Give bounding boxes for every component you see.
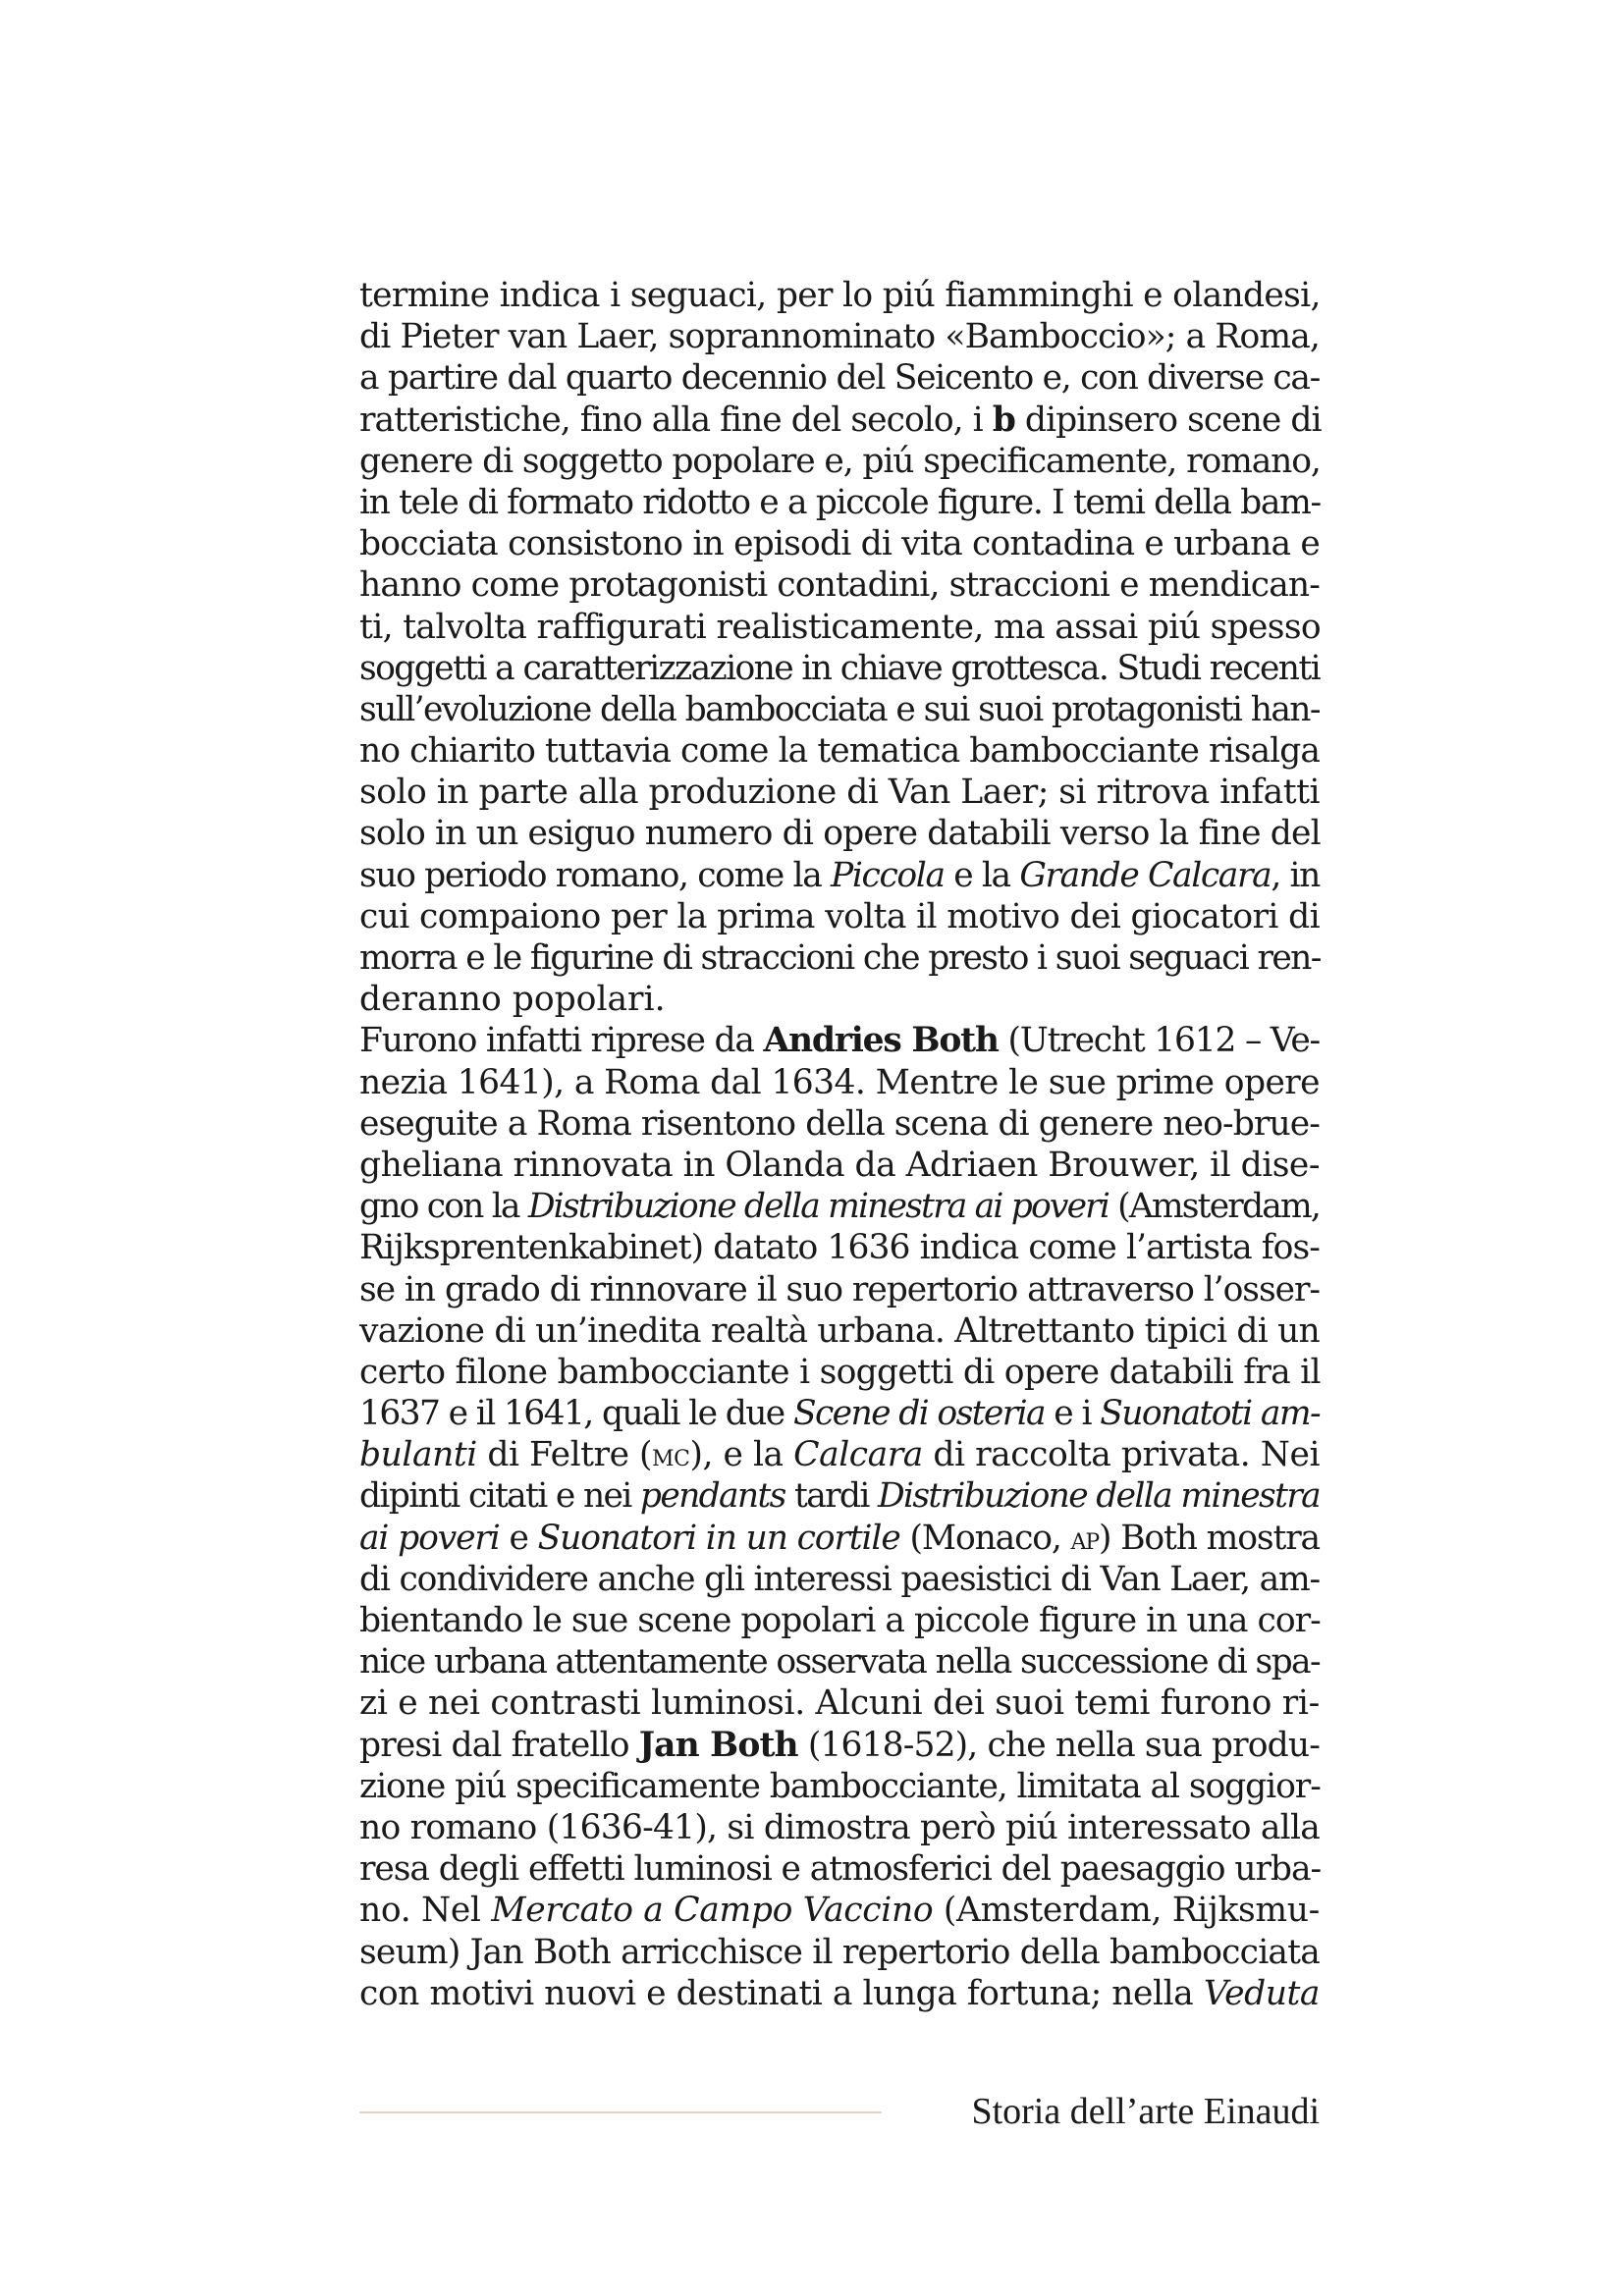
text-run: solo in un esiguo numero di opere databili verso la fine del: [359, 814, 1321, 854]
text-run: di Feltre (: [476, 1435, 653, 1475]
text-line: [359, 1020, 1320, 1061]
text-run: eseguite a Roma risentono della scena di genere neo-brue-: [359, 1103, 1320, 1144]
text-line: [359, 400, 1320, 441]
text-line: [359, 1475, 1320, 1517]
bold-text: Jan Both: [638, 1725, 798, 1765]
text-run: no. Nel: [359, 1891, 492, 1931]
text-line: [359, 1890, 1320, 1931]
text-run: di raccolta privata. Nei: [922, 1435, 1321, 1475]
text-run: (Monaco,: [899, 1518, 1071, 1558]
text-line: [359, 937, 1320, 979]
text-run: termine indica i seguaci, per lo piú fiamminghi e olandesi,: [359, 276, 1321, 315]
text-line: [359, 1725, 1320, 1766]
footer-rule: [359, 2111, 882, 2113]
text-run: ), e la: [689, 1435, 794, 1475]
italic-text: Veduta: [1203, 1973, 1320, 2013]
text-run: vazione di un’inedita realtà urbana. Altrettanto tipici di un: [359, 1310, 1320, 1351]
text-run: zi e nei contrasti luminosi. Alcuni dei suoi temi furono ri-: [359, 1683, 1320, 1724]
italic-text: Piccola: [831, 855, 945, 895]
text-line: [359, 1518, 1320, 1559]
text-line: [359, 1559, 1320, 1600]
text-run: , in: [1271, 855, 1321, 895]
text-line: [359, 730, 1320, 772]
text-line: [359, 1766, 1320, 1807]
text-run: genere di soggetto popolare e, piú specificamente, romano,: [359, 441, 1321, 481]
text-line: [359, 1807, 1320, 1848]
text-line: [359, 607, 1320, 648]
text-line: [359, 1434, 1320, 1475]
footer-title: Storia dell’arte Einaudi: [971, 2091, 1320, 2132]
text-run: (1618-52), che nella sua produ-: [797, 1725, 1320, 1765]
text-run: dipinti citati e nei: [359, 1476, 640, 1517]
text-run: deranno popolari.: [359, 980, 666, 1020]
text-run: soggetti a caratterizzazione in chiave grottesca. Studi recenti: [359, 648, 1321, 688]
text-run: nezia 1641), a Roma dal 1634. Mentre le sue prime opere: [359, 1062, 1320, 1102]
body-text: [359, 275, 1320, 2014]
text-run: no chiarito tuttavia come la tematica bambocciante risalga: [359, 731, 1320, 772]
text-line: [359, 482, 1320, 523]
text-run: nice urbana attentamente osservata nella successione di spa-: [359, 1642, 1320, 1682]
text-run: e: [499, 1518, 538, 1558]
text-run: no romano (1636-41), si dimostra però piú interessato alla: [359, 1807, 1320, 1847]
text-line: [359, 357, 1320, 399]
text-run: con motivi nuovi e destinati a lunga fortuna; nella: [359, 1973, 1204, 2013]
text-run: seum) Jan Both arricchisce il repertorio della bambocciata: [359, 1932, 1320, 1972]
italic-text: Mercato a Campo Vaccino: [491, 1891, 934, 1931]
text-line: [359, 1973, 1320, 2014]
text-run: tardi: [784, 1476, 878, 1517]
text-run: (Amsterdam, Rijksmu-: [933, 1891, 1321, 1931]
text-run: certo filone bambocciante i soggetti di opere databili fra il: [359, 1352, 1321, 1392]
text-run: presi dal fratello: [359, 1725, 639, 1765]
text-line: [359, 523, 1320, 564]
text-line: [359, 689, 1320, 730]
text-line: [359, 896, 1320, 937]
text-run: zione piú specificamente bambocciante, limitata al soggior-: [359, 1766, 1321, 1806]
italic-text: Calcara: [793, 1435, 923, 1475]
text-line: [359, 1103, 1320, 1145]
text-line: [359, 1186, 1320, 1227]
small-caps-text: ap: [1070, 1521, 1100, 1557]
text-line: [359, 1393, 1320, 1434]
small-caps-text: mc: [652, 1438, 690, 1474]
text-run: solo in parte alla produzione di Van Laer; si ritrova infatti: [359, 773, 1320, 813]
text-run: bientando le sue scene popolari a piccole figure in una cor-: [359, 1601, 1321, 1640]
text-run: gheliana rinnovata in Olanda da Adriaen Brouwer, il dise-: [359, 1145, 1320, 1185]
text-line: [359, 1848, 1320, 1890]
italic-text: pendants: [639, 1476, 785, 1517]
text-line: [359, 772, 1320, 813]
text-line: [359, 1145, 1320, 1186]
text-line: [359, 1062, 1320, 1103]
text-run: (Amsterdam,: [1109, 1187, 1321, 1227]
italic-text: Scene di osteria: [792, 1394, 1045, 1434]
text-run: 1637 e il 1641, quali le due: [359, 1394, 793, 1434]
text-line: [359, 813, 1320, 854]
text-run: suo periodo romano, come la: [359, 855, 831, 895]
text-line: [359, 1352, 1320, 1393]
text-run: ti, talvolta raffigurati realisticamente, ma assai piú spesso: [359, 607, 1322, 647]
text-line: [359, 1310, 1320, 1352]
text-run: dipinsero scene di: [1014, 400, 1322, 440]
text-run: cui compaiono per la prima volta il motivo dei giocatori di: [359, 896, 1320, 936]
page-footer: [359, 2089, 1320, 2136]
text-line: [359, 1682, 1320, 1724]
italic-text: Grande Calcara: [1019, 855, 1271, 895]
text-run: di condividere anche gli interessi paesistici di Van Laer, am-: [359, 1559, 1320, 1599]
text-run: a partire dal quarto decennio del Seicento e, con diverse ca-: [359, 358, 1320, 399]
text-run: Rijksprentenkabinet) datato 1636 indica come l’artista fos-: [359, 1228, 1320, 1268]
text-run: bocciata consistono in episodi di vita contadina e urbana e: [359, 524, 1320, 564]
text-run: e i: [1044, 1394, 1101, 1434]
text-line: [359, 1269, 1320, 1310]
text-run: resa degli effetti luminosi e atmosferici del paesaggio urba-: [359, 1849, 1322, 1890]
text-run: se in grado di rinnovare il suo repertorio attraverso l’osser-: [359, 1269, 1320, 1309]
text-line: [359, 1227, 1320, 1268]
text-run: e la: [944, 855, 1020, 895]
text-run: gno con la: [359, 1187, 528, 1227]
text-line: [359, 275, 1320, 316]
text-line: [359, 316, 1320, 357]
text-line: [359, 855, 1320, 896]
italic-text: Suonatoti am-: [1100, 1394, 1320, 1434]
text-run: sull’evoluzione della bambocciata e sui suoi protagonisti han-: [359, 689, 1320, 729]
text-run: Furono infatti riprese da: [359, 1021, 764, 1061]
text-run: (Utrecht 1612 – Ve-: [998, 1021, 1320, 1061]
italic-text: ai poveri: [359, 1518, 500, 1558]
text-run: in tele di formato ridotto e a piccole figure. I temi della bam-: [359, 482, 1321, 522]
bold-text: Andries Both: [763, 1021, 999, 1061]
text-line: [359, 979, 1320, 1020]
text-run: ) Both mostra: [1099, 1518, 1320, 1558]
text-line: [359, 1932, 1320, 1973]
text-line: [359, 564, 1320, 606]
text-run: ratteristiche, fino alla fine del secolo, i: [359, 400, 993, 440]
italic-text: bulanti: [359, 1435, 477, 1475]
italic-text: Suonatori in un cortile: [537, 1518, 900, 1558]
text-run: hanno come protagonisti contadini, straccioni e mendican-: [359, 565, 1320, 606]
text-line: [359, 648, 1320, 689]
text-line: [359, 1641, 1320, 1682]
text-run: morra e le figurine di straccioni che presto i suoi seguaci ren-: [359, 938, 1321, 978]
bold-text: b: [992, 400, 1015, 440]
italic-text: Distribuzione della minestra ai poveri: [527, 1187, 1109, 1227]
text-run: di Pieter van Laer, soprannominato «Bamboccio»; a Roma,: [359, 317, 1320, 357]
text-line: [359, 441, 1320, 482]
text-line: [359, 1600, 1320, 1641]
italic-text: Distribuzione della minestra: [877, 1476, 1320, 1517]
